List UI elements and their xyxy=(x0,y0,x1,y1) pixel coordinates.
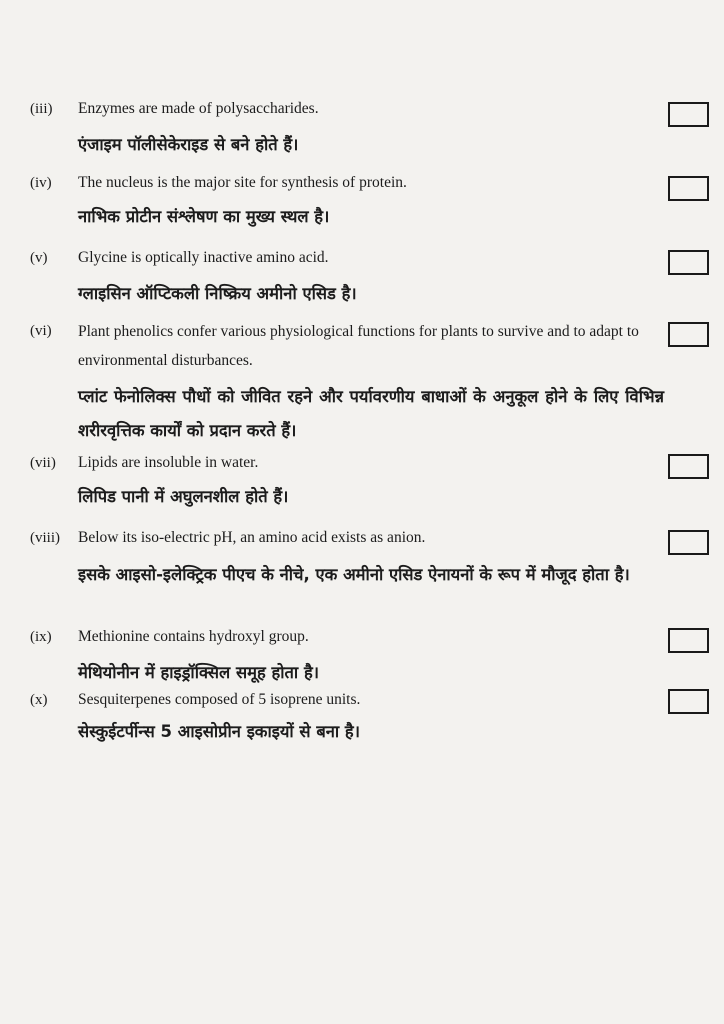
answer-box[interactable] xyxy=(668,530,709,555)
answer-box[interactable] xyxy=(668,689,709,714)
question-text-hindi: नाभिक प्रोटीन संश्लेषण का मुख्य स्थल है। xyxy=(78,207,330,226)
question-text-hindi: लिपिड पानी में अघुलनशील होते हैं। xyxy=(78,487,289,506)
question-text-english: Glycine is optically inactive amino acid. xyxy=(78,249,329,266)
answer-box[interactable] xyxy=(668,628,709,653)
question-text-hindi: ग्लाइसिन ऑप्टिकली निष्क्रिय अमीनो एसिड है। xyxy=(78,284,357,303)
question-text-english: Sesquiterpenes composed of 5 isoprene units. xyxy=(78,691,361,708)
question-number: (iii) xyxy=(30,101,53,117)
answer-box[interactable] xyxy=(668,322,709,347)
question-text-english: Lipids are insoluble in water. xyxy=(78,454,259,471)
answer-box[interactable] xyxy=(668,102,709,127)
question-number: (x) xyxy=(30,692,48,708)
question-number: (ix) xyxy=(30,629,52,645)
question-text-english: Methionine contains hydroxyl group. xyxy=(78,628,309,645)
question-number: (v) xyxy=(30,250,48,266)
question-number: (viii) xyxy=(30,530,60,546)
question-text-hindi: एंजाइम पॉलीसेकेराइड से बने होते हैं। xyxy=(78,135,299,154)
question-number: (iv) xyxy=(30,175,52,191)
question-text-english: Plant phenolics confer various physiological functions for plants to survive and to adapt to environmental disturbances. xyxy=(78,323,639,369)
question-text-hindi: मेथियोनीन में हाइड्रॉक्सिल समूह होता है। xyxy=(78,663,319,682)
question-text-english: The nucleus is the major site for synthesis of protein. xyxy=(78,174,407,191)
question-text-english: Enzymes are made of polysaccharides. xyxy=(78,100,319,117)
question-text-english: Below its iso-electric pH, an amino acid exists as anion. xyxy=(78,529,426,546)
answer-box[interactable] xyxy=(668,176,709,201)
question-number: (vii) xyxy=(30,455,56,471)
answer-box[interactable] xyxy=(668,250,709,275)
question-number: (vi) xyxy=(30,323,52,339)
answer-box[interactable] xyxy=(668,454,709,479)
question-text-hindi: सेस्कुईटर्पीन्स 5 आइसोप्रीन इकाइयों से बना है। xyxy=(78,722,360,741)
question-text-hindi: प्लांट फेनोलिक्स पौधों को जीवित रहने और पर्यावरणीय बाधाओं के अनुकूल होने के लिए विभिन्न शरीरवृत्तिक कार्यों को प्रदान करते हैं। xyxy=(78,387,664,440)
question-text-hindi: इसके आइसो-इलेक्ट्रिक पीएच के नीचे, एक अमीनो एसिड ऐनायनों के रूप में मौजूद होता है। xyxy=(78,565,630,584)
